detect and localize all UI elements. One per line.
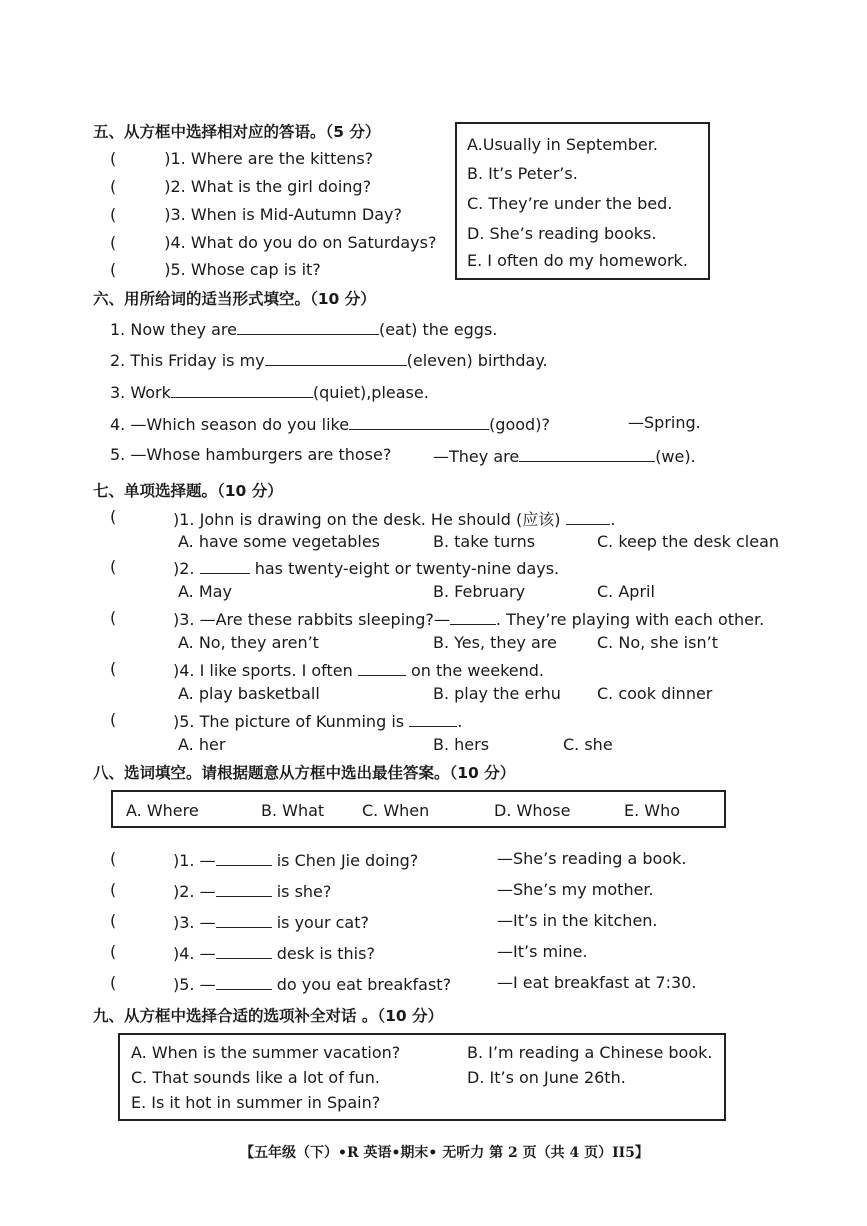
s6-q5-reply-text: —They are — [433, 447, 520, 466]
s7-q5-text: 5. The picture of Kunming is — [179, 712, 405, 731]
answer-blank[interactable] — [566, 508, 610, 525]
s5-option-e: E. I often do my homework. — [467, 251, 688, 270]
s7-paren-1: ( — [110, 507, 117, 526]
section-6-header: 六、用所给词的适当形式填空。（10 分） — [93, 290, 376, 308]
s7-q4-opt-c: C. cook dinner — [597, 684, 713, 703]
s8-q4-text: desk is this? — [276, 944, 375, 963]
s7-q3-opt-b: B. Yes, they are — [433, 633, 557, 652]
s8-q2-text: is she? — [276, 882, 332, 901]
s8-q2: )2. — is she? — [173, 882, 332, 901]
s8-option-a: A. Where — [126, 801, 199, 820]
s7-q3: )3. —Are these rabbits sleeping?— . They’re playing with each other. — [173, 610, 765, 629]
s7-q4-text: 4. I like sports. I often — [179, 661, 353, 680]
answer-blank[interactable] — [409, 710, 457, 727]
s6-q1 — [110, 318, 497, 339]
s7-q1: )1. John is drawing on the desk. He should (应该) . — [173, 510, 616, 529]
page-footer: 【五年级（下）•R 英语•期末• 无听力 第 2 页（共 4 页）II5】 — [240, 1145, 649, 1161]
s5-item-2: ( )2. What is the girl doing? — [110, 177, 372, 196]
answer-blank[interactable] — [237, 318, 379, 335]
s5-option-c: C. They’re under the bed. — [467, 194, 673, 213]
s5-item-1: ( )1. Where are the kittens? — [110, 149, 374, 168]
s7-q4-opt-b: B. play the erhu — [433, 684, 561, 703]
s7-q2-num: 2. — [179, 559, 195, 578]
s8-paren-4: ( — [110, 942, 117, 961]
section-9-header: 九、从方框中选择合适的选项补全对话 。（10 分） — [93, 1007, 444, 1025]
s8-paren-2: ( — [110, 880, 117, 899]
s6-q1-hint: (eat) the eggs. — [378, 320, 498, 339]
answer-blank[interactable] — [216, 973, 272, 990]
answer-blank[interactable] — [265, 349, 407, 366]
s7-q5-opt-b: B. hers — [433, 735, 490, 754]
section-5-header: 五、从方框中选择相对应的答语。（5 分） — [93, 123, 381, 141]
s7-q2-opt-c: C. April — [597, 582, 655, 601]
s8-paren-3: ( — [110, 911, 117, 930]
s5-item-3: ( )3. When is Mid-Autumn Day? — [110, 205, 402, 224]
answer-blank[interactable] — [358, 659, 406, 676]
s8-q1-answer: —She’s reading a book. — [497, 849, 687, 868]
s8-q3-text: is your cat? — [276, 913, 369, 932]
s7-q2-text: has twenty-eight or twenty-nine days. — [254, 559, 560, 578]
answer-blank[interactable] — [216, 849, 272, 866]
s8-q2-num: 2. — — [179, 882, 216, 901]
s9-option-c: C. That sounds like a lot of fun. — [131, 1068, 380, 1087]
s7-paren-5: ( — [110, 710, 117, 729]
s8-q4: )4. — desk is this? — [173, 944, 375, 963]
s7-paren-3: ( — [110, 608, 117, 627]
s6-q3 — [110, 381, 429, 402]
s8-q1-text: is Chen Jie doing? — [276, 851, 419, 870]
s8-q1-num: 1. — — [179, 851, 216, 870]
s6-q5-reply — [433, 445, 696, 466]
s6-q2-hint: (eleven) birthday. — [406, 351, 548, 370]
s7-q1-opt-b: B. take turns — [433, 532, 536, 551]
s6-q2-text: 2. This Friday is my — [110, 351, 265, 370]
s7-q1-opt-c: C. keep the desk clean — [597, 532, 780, 551]
answer-blank[interactable] — [450, 608, 496, 625]
s7-q4-text-b: on the weekend. — [410, 661, 545, 680]
s8-q5-answer: —I eat breakfast at 7:30. — [497, 973, 697, 992]
s7-q3-text-b: . They’re playing with each other. — [495, 610, 765, 629]
s8-q5: )5. — do you eat breakfast? — [173, 975, 452, 994]
s7-q5-opt-c: C. she — [563, 735, 613, 754]
s7-q5-opt-a: A. her — [178, 735, 226, 754]
s8-paren-1: ( — [110, 849, 117, 868]
s5-option-a: A.Usually in September. — [467, 135, 658, 154]
s8-option-d: D. Whose — [494, 801, 571, 820]
s8-paren-5: ( — [110, 973, 117, 992]
s7-q3-text: 3. —Are these rabbits sleeping?— — [179, 610, 450, 629]
s7-q2-opt-a: A. May — [178, 582, 232, 601]
s9-option-b: B. I’m reading a Chinese book. — [467, 1043, 713, 1062]
s8-q4-answer: —It’s mine. — [497, 942, 588, 961]
s7-q4: )4. I like sports. I often on the weekend. — [173, 661, 545, 680]
answer-blank[interactable] — [171, 381, 313, 398]
s7-q2: )2. has twenty-eight or twenty-nine days. — [173, 559, 560, 578]
answer-blank[interactable] — [200, 557, 250, 574]
s8-option-b: B. What — [261, 801, 325, 820]
s8-option-c: C. When — [362, 801, 430, 820]
s5-option-d: D. She’s reading books. — [467, 224, 657, 243]
s5-item-5: ( )5. Whose cap is it? — [110, 260, 321, 279]
answer-blank[interactable] — [519, 445, 655, 462]
s8-q3: )3. — is your cat? — [173, 913, 369, 932]
s6-q5: 5. —Whose hamburgers are those? — [110, 445, 392, 464]
s6-q4-text: 4. —Which season do you like — [110, 415, 350, 434]
s7-q3-opt-a: A. No, they aren’t — [178, 633, 319, 652]
s7-paren-2: ( — [110, 557, 117, 576]
s5-item-4: ( )4. What do you do on Saturdays? — [110, 233, 437, 252]
s8-q2-answer: —She’s my mother. — [497, 880, 654, 899]
answer-blank[interactable] — [216, 880, 272, 897]
section-8-header: 八、选词填空。请根据题意从方框中选出最佳答案。（10 分） — [93, 764, 516, 782]
s9-option-d: D. It’s on June 26th. — [467, 1068, 626, 1087]
s7-q1-opt-a: A. have some vegetables — [178, 532, 380, 551]
answer-blank[interactable] — [349, 413, 489, 430]
s9-option-e: E. Is it hot in summer in Spain? — [131, 1093, 381, 1112]
s6-q1-text: 1. Now they are — [110, 320, 237, 339]
s6-q2 — [110, 349, 548, 370]
s7-q1-text: 1. John is drawing on the desk. He should (应该) — [179, 510, 561, 529]
s8-q3-num: 3. — — [179, 913, 216, 932]
s6-q4-hint: (good)? — [489, 415, 550, 434]
s8-q5-num: 5. — — [179, 975, 216, 994]
section-7-header: 七、单项选择题。（10 分） — [93, 482, 283, 500]
s8-q1: )1. — is Chen Jie doing? — [173, 851, 419, 870]
s8-q3-answer: —It’s in the kitchen. — [497, 911, 658, 930]
answer-blank[interactable] — [216, 911, 272, 928]
s8-q5-text: do you eat breakfast? — [276, 975, 452, 994]
s6-q3-hint: (quiet),please. — [312, 383, 429, 402]
s7-q4-opt-a: A. play basketball — [178, 684, 320, 703]
s6-q3-text: 3. Work — [110, 383, 171, 402]
s7-paren-4: ( — [110, 659, 117, 678]
s7-q3-opt-c: C. No, she isn’t — [597, 633, 718, 652]
s8-option-e: E. Who — [624, 801, 681, 820]
s6-q4 — [110, 413, 550, 434]
s6-q4-answer: —Spring. — [628, 413, 701, 432]
s9-option-a: A. When is the summer vacation? — [131, 1043, 401, 1062]
s7-q5: )5. The picture of Kunming is . — [173, 712, 463, 731]
answer-blank[interactable] — [216, 942, 272, 959]
s7-q2-opt-b: B. February — [433, 582, 526, 601]
s5-option-b: B. It’s Peter’s. — [467, 164, 578, 183]
s8-q4-num: 4. — — [179, 944, 216, 963]
s6-q5-hint: (we). — [655, 447, 696, 466]
